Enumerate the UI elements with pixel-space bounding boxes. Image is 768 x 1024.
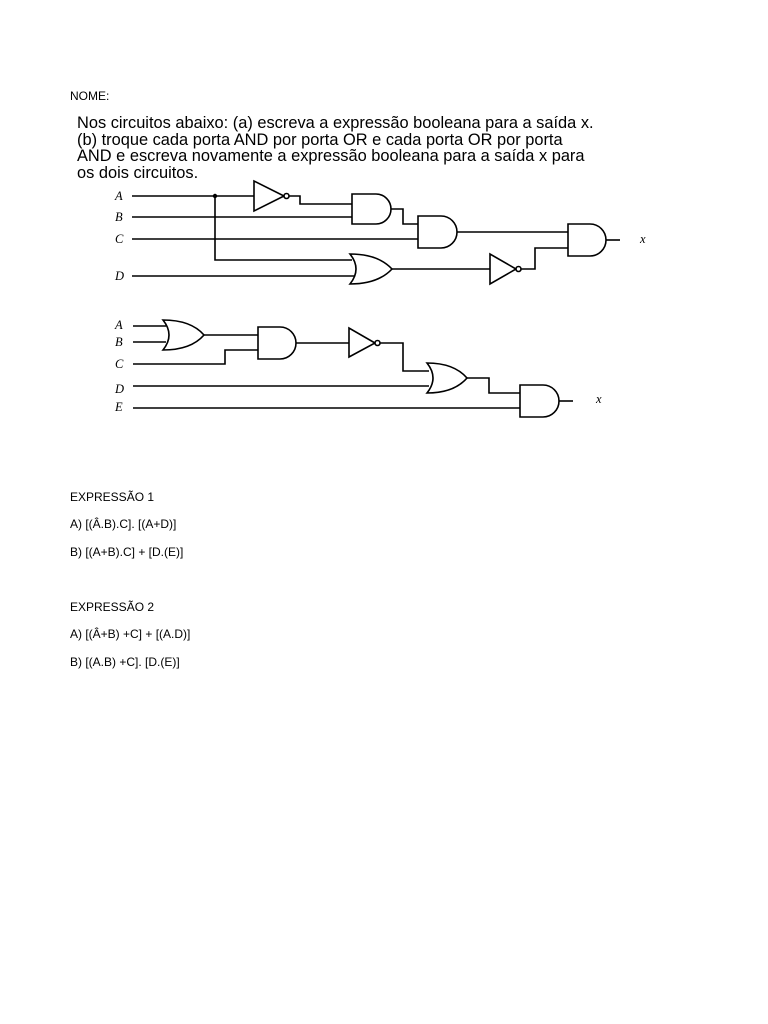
- expressao-1-answer-a: A) [(Â.B).C]. [(A+D)]: [70, 517, 177, 531]
- expressao-2-answer-b: B) [(A.B) +C]. [D.(E)]: [70, 655, 180, 669]
- c2-input-e-label: E: [115, 400, 123, 414]
- c1-input-a-label: A: [115, 189, 123, 203]
- c2-output-label: x: [596, 392, 602, 406]
- c1-and-gate-3: [568, 224, 606, 256]
- c2-not-gate: [349, 328, 375, 357]
- c2-wire-c: [133, 350, 258, 364]
- c1-not-gate-2: [490, 254, 516, 284]
- c1-and-gate-1: [352, 194, 391, 224]
- c1-and-gate-2: [418, 216, 457, 248]
- c1-junction: [213, 194, 217, 198]
- c2-input-d-label: D: [115, 382, 125, 396]
- c1-or-gate: [350, 254, 392, 284]
- c2-wire-or2-out: [467, 378, 520, 393]
- c1-not-bubble-2: [516, 267, 521, 272]
- c2-or-gate-2: [427, 363, 467, 393]
- c2-input-b-label: B: [115, 335, 123, 349]
- expressao-1-answer-b: B) [(A+B).C] + [D.(E)]: [70, 545, 184, 559]
- c2-input-a-label: A: [115, 318, 123, 332]
- expressao-1-title: EXPRESSÃO 1: [70, 490, 155, 504]
- instructions-text: Nos circuitos abaixo: (a) escreva a expressão booleana para a saída x. (b) troque cada porta AND por porta OR e cada porta OR por porta AND e escreva novamente a expressão booleana para a saída x para os dois circuitos.: [77, 114, 594, 182]
- circuit-1: [114, 181, 646, 284]
- circuit-2: [114, 318, 602, 417]
- c1-not-gate-1: [254, 181, 284, 211]
- expressao-2-title: EXPRESSÃO 2: [70, 600, 155, 614]
- c1-not-bubble-1: [284, 194, 289, 199]
- c2-or-gate-1: [163, 320, 204, 350]
- name-label: NOME:: [70, 89, 110, 103]
- c2-input-c-label: C: [115, 357, 124, 371]
- c1-wire-a-branch: [215, 196, 352, 260]
- c1-output-label: x: [640, 232, 646, 246]
- c2-wire-not-out: [380, 343, 429, 371]
- c1-input-b-label: B: [115, 210, 123, 224]
- expressao-2-answer-a: A) [(Â+B) +C] + [(A.D)]: [70, 627, 191, 641]
- c1-input-c-label: C: [115, 232, 124, 246]
- c2-not-bubble: [375, 341, 380, 346]
- c1-input-d-label: D: [115, 269, 125, 283]
- c1-wire-and1-out: [391, 209, 418, 224]
- c1-wire-not1-out: [289, 196, 352, 204]
- c2-and-gate-2: [520, 385, 559, 417]
- c2-and-gate-1: [258, 327, 296, 359]
- c1-wire-not2-out: [521, 248, 568, 269]
